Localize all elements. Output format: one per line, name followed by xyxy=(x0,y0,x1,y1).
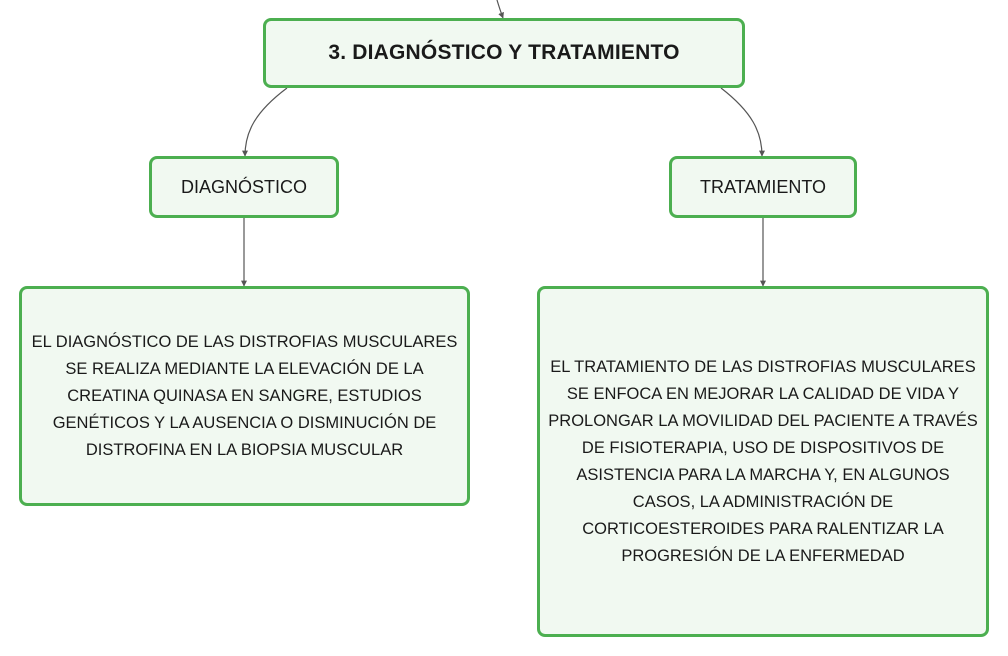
detail-node-diagnostico-text: EL DIAGNÓSTICO DE LAS DISTROFIAS MUSCULARES SE REALIZA MEDIANTE LA ELEVACIÓN DE LA CREATINA QUINASA EN SANGRE, ESTUDIOS GENÉTICOS Y LA AUSENCIA O DISMINUCIÓN DE DISTROFINA EN LA BIOPSIA MUSCULAR xyxy=(31,332,458,459)
root-node-label: 3. DIAGNÓSTICO Y TRATAMIENTO xyxy=(328,41,680,64)
connector-root-to-tratamiento xyxy=(721,88,762,156)
detail-node-tratamiento[interactable] xyxy=(537,286,989,637)
detail-node-diagnostico[interactable] xyxy=(19,286,470,506)
branch-node-tratamiento[interactable] xyxy=(669,156,857,218)
branch-node-diagnostico-label: DIAGNÓSTICO xyxy=(180,176,307,197)
detail-node-tratamiento-text: EL TRATAMIENTO DE LAS DISTROFIAS MUSCULARES SE ENFOCA EN MEJORAR LA CALIDAD DE VIDA Y PROLONGAR LA MOVILIDAD DEL PACIENTE A TRAVÉS DE FISIOTERAPIA, USO DE DISPOSITIVOS DE ASISTENCIA PARA LA MARCHA Y, EN ALGUNOS CASOS, LA ADMINISTRACIÓN DE CORTICOESTEROIDES PARA RALENTIZAR LA PROGRESIÓN DE LA ENFERMEDAD xyxy=(548,357,978,565)
branch-node-tratamiento-label: TRATAMIENTO xyxy=(700,176,826,197)
branch-node-diagnostico[interactable] xyxy=(149,156,339,218)
root-node[interactable] xyxy=(263,18,745,88)
connector-root-to-diagnostico xyxy=(245,88,287,156)
connector-parent-to-root xyxy=(497,0,503,18)
